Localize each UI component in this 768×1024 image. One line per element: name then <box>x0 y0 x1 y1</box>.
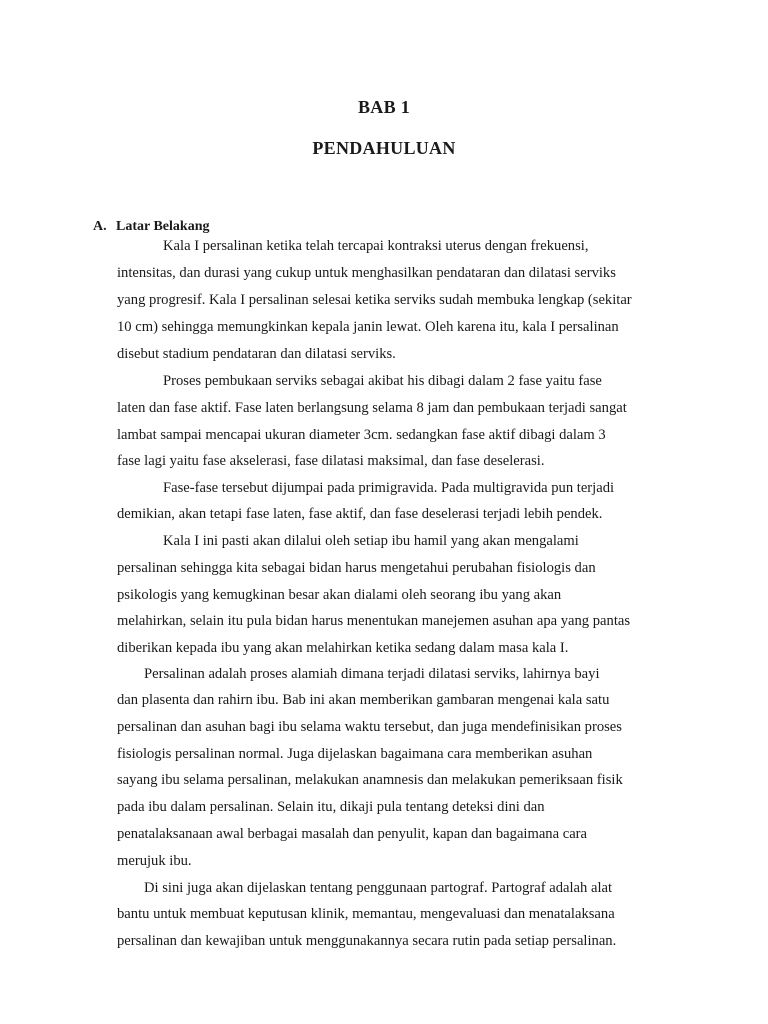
text-line: persalinan dan asuhan bagi ibu selama waktu tersebut, dan juga mendefinisikan proses <box>117 719 622 735</box>
text-line: merujuk ibu. <box>117 853 192 869</box>
text-line: demikian, akan tetapi fase laten, fase aktif, dan fase deselerasi terjadi lebih pendek. <box>117 506 603 522</box>
text-line: fase lagi yaitu fase akselerasi, fase dilatasi maksimal, dan fase deselerasi. <box>117 453 545 469</box>
text-line: Proses pembukaan serviks sebagai akibat his dibagi dalam 2 fase yaitu fase <box>163 373 602 389</box>
text-line: intensitas, dan durasi yang cukup untuk menghasilkan pendataran dan dilatasi serviks <box>117 265 616 281</box>
text-line: Di sini juga akan dijelaskan tentang penggunaan partograf. Partograf adalah alat <box>144 880 613 896</box>
section-heading-text: Latar Belakang <box>116 219 210 234</box>
text-line: Fase-fase tersebut dijumpai pada primigravida. Pada multigravida pun terjadi <box>163 480 615 496</box>
text-line: sayang ibu selama persalinan, melakukan anamnesis dan melakukan pemeriksaan fisik <box>117 772 623 788</box>
text-line: dan plasenta dan rahirn ibu. Bab ini akan memberikan gambaran mengenai kala satu <box>117 692 610 708</box>
text-line: penatalaksanaan awal berbagai masalah dan penyulit, kapan dan bagaimana cara <box>117 826 588 842</box>
text-line: melahirkan, selain itu pula bidan harus menentukan manejemen asuhan apa yang pantas <box>117 613 631 629</box>
text-line: bantu untuk membuat keputusan klinik, memantau, mengevaluasi dan menatalaksana <box>117 906 615 922</box>
text-line: diberikan kepada ibu yang akan melahirkan ketika sedang dalam masa kala I. <box>117 640 569 656</box>
text-line: fisiologis persalinan normal. Juga dijelaskan bagaimana cara memberikan asuhan <box>117 746 593 762</box>
text-line: persalinan dan kewajiban untuk menggunakannya secara rutin pada setiap persalinan. <box>117 933 617 949</box>
text-line: Kala I persalinan ketika telah tercapai kontraksi uterus dengan frekuensi, <box>163 238 589 254</box>
text-line: pada ibu dalam persalinan. Selain itu, dikaji pula tentang deteksi dini dan <box>117 799 545 815</box>
chapter-number: BAB 1 <box>357 97 410 117</box>
section-letter: A. <box>93 219 107 234</box>
text-line: laten dan fase aktif. Fase laten berlangsung selama 8 jam dan pembukaan terjadi sangat <box>117 400 627 416</box>
text-line: yang progresif. Kala I persalinan selesai ketika serviks sudah membuka lengkap (sekitar <box>117 292 632 308</box>
text-line: 10 cm) sehingga memungkinkan kepala janin lewat. Oleh karena itu, kala I persalinan <box>117 319 619 335</box>
text-line: disebut stadium pendataran dan dilatasi serviks. <box>117 346 396 362</box>
text-line: lambat sampai mencapai ukuran diameter 3cm. sedangkan fase aktif dibagi dalam 3 <box>117 427 606 443</box>
text-line: Persalinan adalah proses alamiah dimana terjadi dilatasi serviks, lahirnya bayi <box>144 666 600 682</box>
text-line: persalinan sehingga kita sebagai bidan harus mengetahui perubahan fisiologis dan <box>117 560 596 576</box>
section-heading <box>93 219 209 235</box>
text-line: psikologis yang kemugkinan besar akan dialami oleh seorang ibu yang akan <box>117 587 562 603</box>
chapter-title: PENDAHULUAN <box>312 138 456 158</box>
text-line: Kala I ini pasti akan dilalui oleh setiap ibu hamil yang akan mengalami <box>163 533 579 549</box>
